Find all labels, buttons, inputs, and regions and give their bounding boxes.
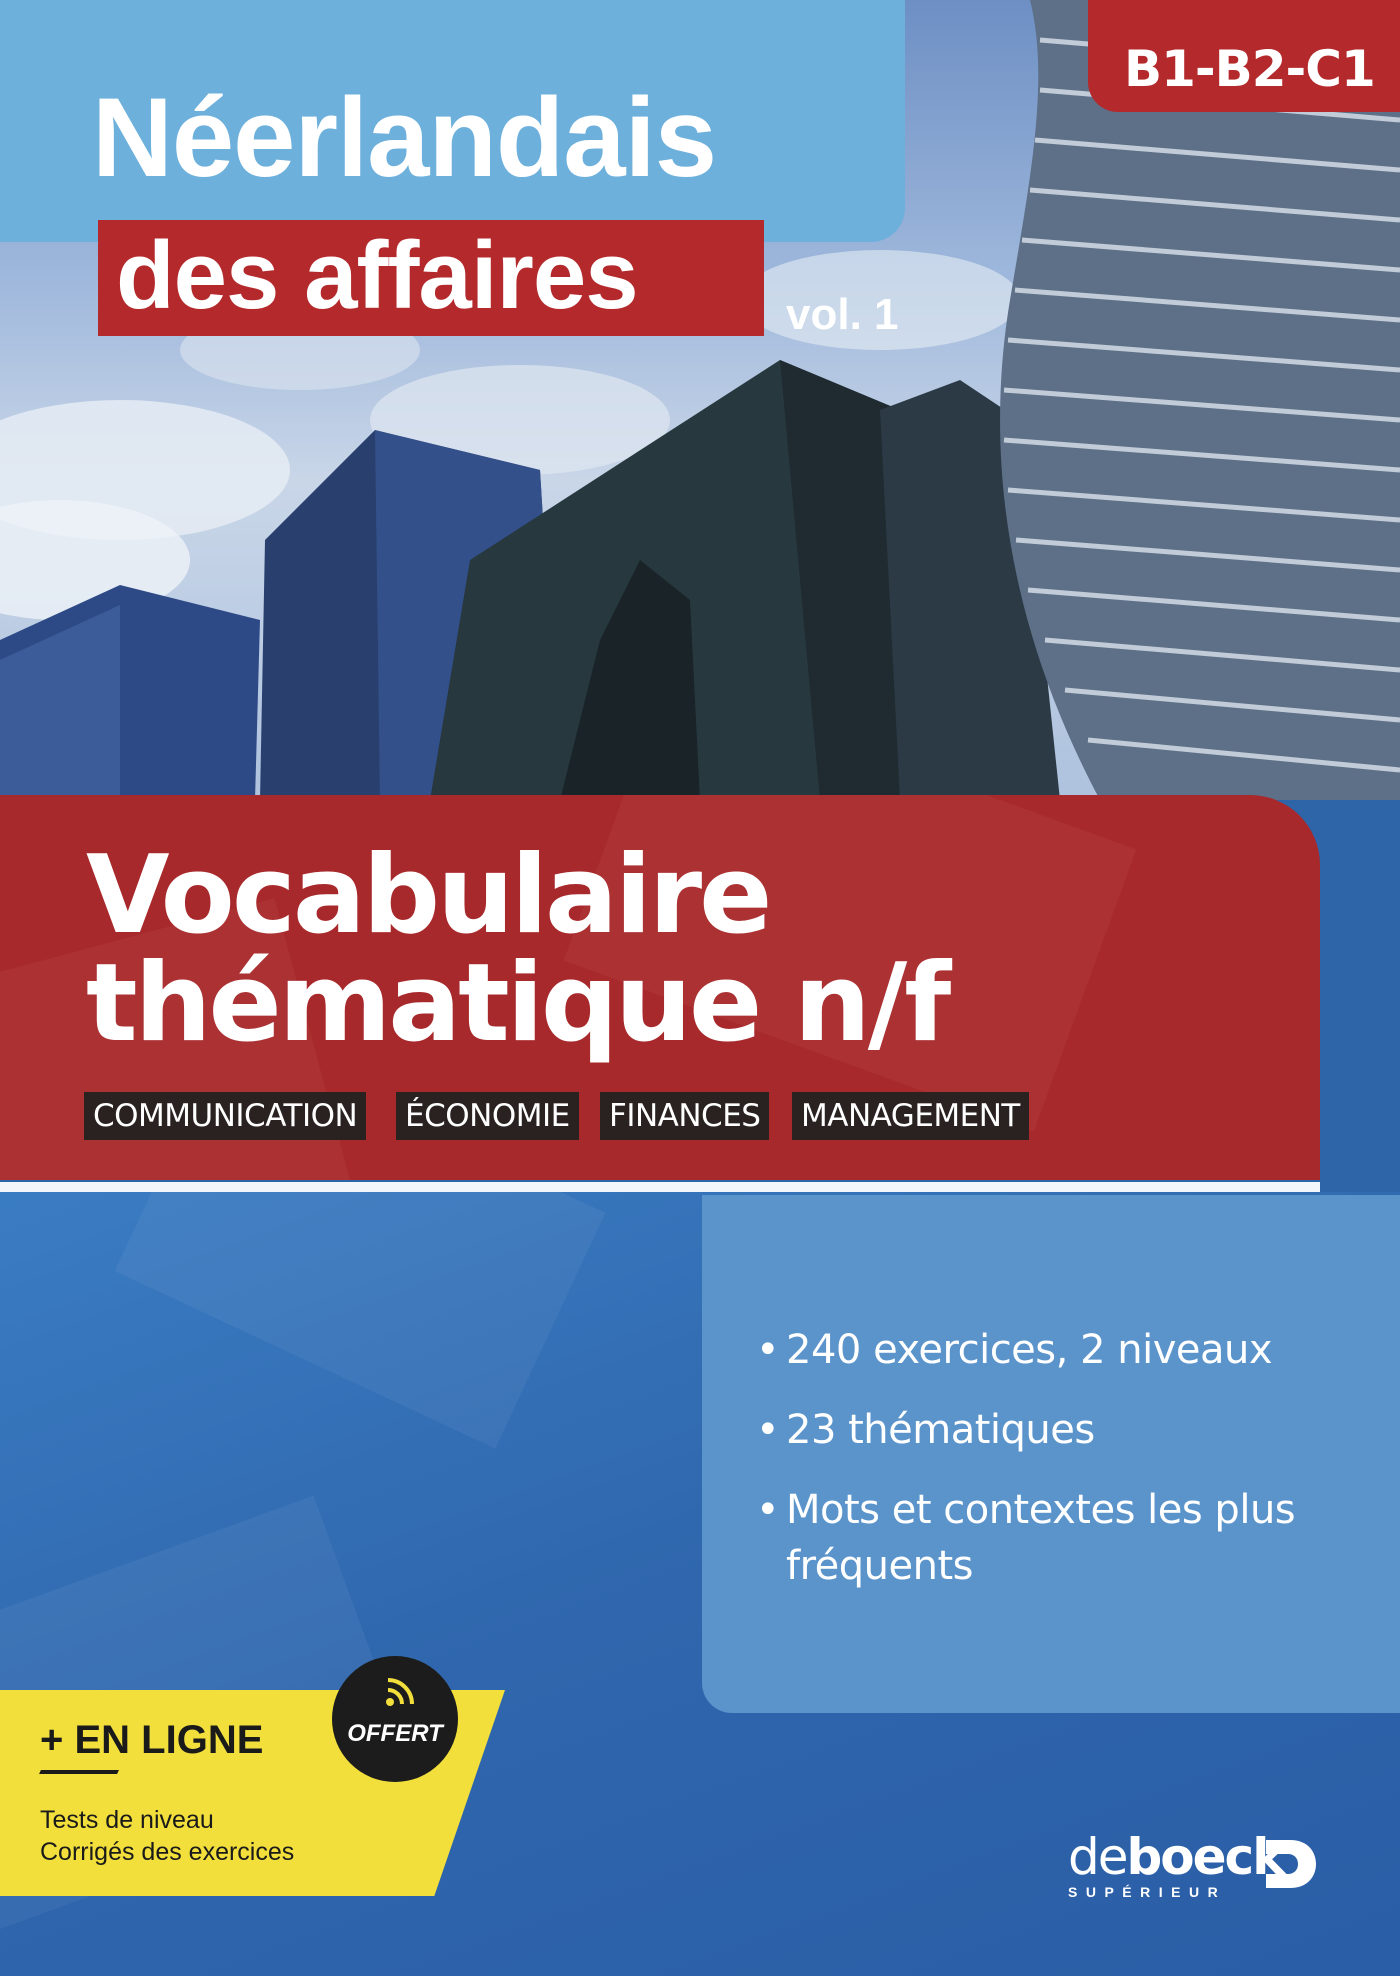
feature-item: • Mots et contextes les plus fréquents (756, 1487, 1296, 1589)
book-title-line2: des affaires (116, 222, 638, 329)
publisher-sub: SUPÉRIEUR (1068, 1884, 1227, 1900)
online-item: Tests de niveau (40, 1806, 214, 1834)
volume-label: vol. 1 (786, 290, 899, 339)
online-underline (39, 1770, 119, 1774)
online-item: Corrigés des exercices (40, 1838, 295, 1866)
offert-label: OFFERT (347, 1720, 443, 1747)
divider (0, 1182, 1320, 1192)
subtitle-line1: Vocabulaire (86, 833, 770, 958)
feature-item: • 23 thématiques (756, 1407, 1095, 1453)
level-label: B1-B2-C1 (1124, 40, 1375, 98)
subtitle-line2: thématique n/f (86, 941, 949, 1066)
online-title: + EN LIGNE (40, 1718, 264, 1762)
publisher-logo (1068, 1828, 1284, 1900)
wifi-icon (384, 1674, 418, 1708)
offert-badge (332, 1656, 458, 1782)
book-title: Néerlandais (92, 75, 716, 200)
tag-economie: ÉCONOMIE (396, 1092, 579, 1140)
tag-communication: COMMUNICATION (84, 1092, 366, 1140)
tag-finances: FINANCES (600, 1092, 769, 1140)
deboeck-logo-icon (1262, 1836, 1318, 1892)
feature-item: • 240 exercices, 2 niveaux (756, 1327, 1273, 1373)
tag-management: MANAGEMENT (792, 1092, 1029, 1140)
publisher-name: deboeck (1068, 1828, 1284, 1886)
